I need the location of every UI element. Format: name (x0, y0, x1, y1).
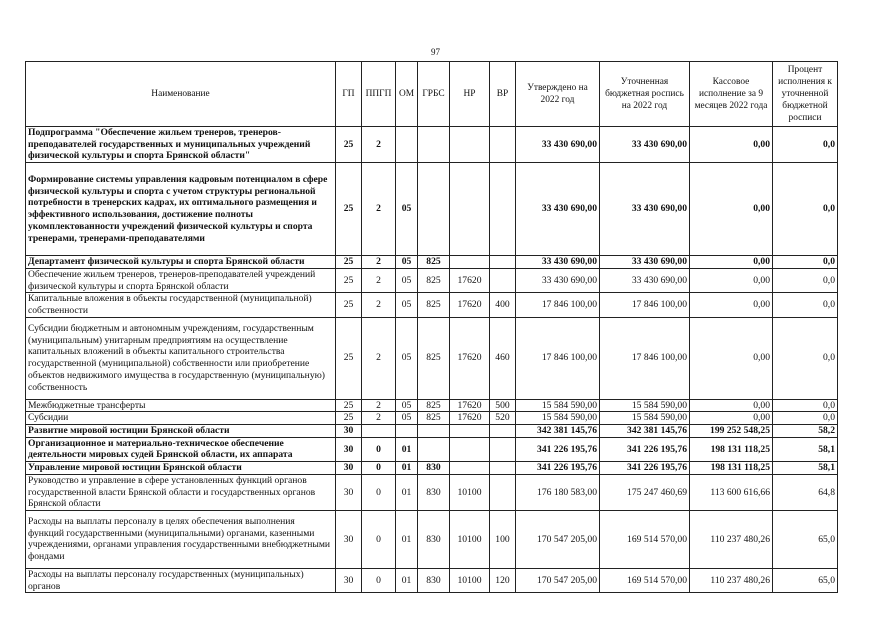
cell-percent: 0,0 (773, 293, 838, 317)
cell-grbs (418, 127, 450, 163)
cell-gp: 25 (336, 163, 362, 256)
cell-ppgp (362, 425, 396, 438)
cell-vr (490, 474, 516, 510)
cell-gp: 30 (336, 474, 362, 510)
cell-name: Управление мировой юстиции Брянской области (26, 462, 336, 475)
cell-om (396, 425, 418, 438)
cell-om: 05 (396, 268, 418, 292)
cell-np (450, 437, 490, 461)
cell-grbs: 825 (418, 317, 450, 399)
cell-cash: 0,00 (690, 268, 773, 292)
cell-cash: 0,00 (690, 256, 773, 269)
cell-grbs (418, 437, 450, 461)
cell-grbs: 825 (418, 293, 450, 317)
cell-vr: 520 (490, 412, 516, 425)
table-row (26, 412, 838, 425)
cell-vr: 500 (490, 399, 516, 412)
cell-grbs (418, 425, 450, 438)
table-row (26, 568, 838, 592)
cell-vr: 120 (490, 568, 516, 592)
cell-cash: 199 252 548,25 (690, 425, 773, 438)
cell-np: 17620 (450, 412, 490, 425)
cell-approved: 33 430 690,00 (516, 127, 600, 163)
cell-gp: 25 (336, 293, 362, 317)
cell-approved: 33 430 690,00 (516, 163, 600, 256)
cell-vr (490, 256, 516, 269)
cell-approved: 170 547 205,00 (516, 568, 600, 592)
cell-cash: 0,00 (690, 293, 773, 317)
cell-refined: 17 846 100,00 (600, 293, 690, 317)
col-header-np: НР (450, 62, 490, 127)
cell-ppgp: 2 (362, 163, 396, 256)
cell-gp: 30 (336, 568, 362, 592)
cell-percent: 0,0 (773, 412, 838, 425)
cell-percent: 0,0 (773, 317, 838, 399)
cell-om: 01 (396, 437, 418, 461)
cell-np (450, 462, 490, 475)
cell-np (450, 127, 490, 163)
cell-om (396, 127, 418, 163)
cell-name: Расходы на выплаты персоналу в целях обеспечения выполнения функций государственными (муниципальными) органами, казенными учреждениями, органами управления государственными внебюджетными фондами (26, 510, 336, 568)
cell-name: Капитальные вложения в объекты государственной (муниципальной) собственности (26, 293, 336, 317)
col-header-approved: Утверждено на 2022 год (516, 62, 600, 127)
cell-name: Обеспечение жильем тренеров, тренеров-преподавателей учреждений физической культуры и спорта Брянской области (26, 268, 336, 292)
cell-refined: 33 430 690,00 (600, 163, 690, 256)
cell-name: Формирование системы управления кадровым потенциалом в сфере физической культуры и спорта с учетом структуры региональной потребности в тренерских кадрах, их оптимального размещения и эффективного использования, достижение полноты укомплектованности учреждений физической культуры и спорта тренерами, тренерами-преподавателями (26, 163, 336, 256)
cell-ppgp: 2 (362, 127, 396, 163)
cell-gp: 25 (336, 399, 362, 412)
cell-ppgp: 2 (362, 256, 396, 269)
cell-cash: 110 237 480,26 (690, 568, 773, 592)
cell-name: Расходы на выплаты персоналу государственных (муниципальных) органов (26, 568, 336, 592)
cell-name: Межбюджетные трансферты (26, 399, 336, 412)
table-row (26, 510, 838, 568)
table-row (26, 293, 838, 317)
table-row (26, 127, 838, 163)
cell-om: 01 (396, 568, 418, 592)
cell-refined: 341 226 195,76 (600, 462, 690, 475)
cell-ppgp: 0 (362, 437, 396, 461)
cell-om: 01 (396, 462, 418, 475)
cell-gp: 25 (336, 412, 362, 425)
cell-grbs: 825 (418, 256, 450, 269)
cell-percent: 65,0 (773, 568, 838, 592)
cell-gp: 25 (336, 268, 362, 292)
cell-refined: 175 247 460,69 (600, 474, 690, 510)
table-row (26, 317, 838, 399)
col-header-om: ОМ (396, 62, 418, 127)
cell-vr (490, 127, 516, 163)
cell-approved: 342 381 145,76 (516, 425, 600, 438)
cell-vr (490, 268, 516, 292)
cell-gp: 25 (336, 256, 362, 269)
cell-om: 05 (396, 399, 418, 412)
cell-grbs: 830 (418, 462, 450, 475)
cell-om: 05 (396, 256, 418, 269)
cell-refined: 15 584 590,00 (600, 412, 690, 425)
cell-gp: 30 (336, 462, 362, 475)
cell-cash: 198 131 118,25 (690, 462, 773, 475)
cell-percent: 0,0 (773, 256, 838, 269)
cell-gp: 30 (336, 510, 362, 568)
cell-refined: 342 381 145,76 (600, 425, 690, 438)
cell-name: Субсидии бюджетным и автономным учреждениям, государственным (муниципальным) унитарным предприятиям на осуществление капитальных вложений в объекты капитального строительства государственной (муниципальной) собственности или приобретение объектов недвижимого имущества в государственную (муниципальную) собственность (26, 317, 336, 399)
cell-refined: 169 514 570,00 (600, 568, 690, 592)
cell-cash: 198 131 118,25 (690, 437, 773, 461)
col-header-refined: Уточненная бюджетная роспись на 2022 год (600, 62, 690, 127)
cell-name: Развитие мировой юстиции Брянской области (26, 425, 336, 438)
page-number: 97 (431, 47, 440, 57)
cell-ppgp: 0 (362, 462, 396, 475)
cell-cash: 110 237 480,26 (690, 510, 773, 568)
cell-refined: 33 430 690,00 (600, 127, 690, 163)
cell-np (450, 256, 490, 269)
cell-name: Подпрограмма "Обеспечение жильем тренеров, тренеров-преподавателей государственных и муниципальных учреждений физической культуры и спорта Брянской области" (26, 127, 336, 163)
table-row (26, 163, 838, 256)
cell-refined: 33 430 690,00 (600, 268, 690, 292)
col-header-cash: Кассовое исполнение за 9 месяцев 2022 года (690, 62, 773, 127)
cell-refined: 33 430 690,00 (600, 256, 690, 269)
cell-approved: 176 180 583,00 (516, 474, 600, 510)
cell-ppgp: 0 (362, 474, 396, 510)
cell-percent: 64,8 (773, 474, 838, 510)
cell-approved: 15 584 590,00 (516, 412, 600, 425)
cell-cash: 0,00 (690, 317, 773, 399)
cell-grbs: 825 (418, 412, 450, 425)
cell-cash: 113 600 616,66 (690, 474, 773, 510)
cell-name: Организационное и материально-техническое обеспечение деятельности мировых судей Брянской области, их аппарата (26, 437, 336, 461)
cell-vr: 460 (490, 317, 516, 399)
col-header-vr: ВР (490, 62, 516, 127)
cell-ppgp: 2 (362, 317, 396, 399)
cell-percent: 0,0 (773, 127, 838, 163)
cell-om: 05 (396, 163, 418, 256)
cell-gp: 30 (336, 437, 362, 461)
cell-approved: 170 547 205,00 (516, 510, 600, 568)
cell-percent: 0,0 (773, 399, 838, 412)
cell-approved: 17 846 100,00 (516, 293, 600, 317)
cell-grbs: 825 (418, 399, 450, 412)
table-row (26, 474, 838, 510)
cell-ppgp: 2 (362, 399, 396, 412)
cell-vr: 100 (490, 510, 516, 568)
cell-percent: 58,2 (773, 425, 838, 438)
table-row (26, 268, 838, 292)
cell-cash: 0,00 (690, 399, 773, 412)
cell-np: 10100 (450, 568, 490, 592)
cell-percent: 65,0 (773, 510, 838, 568)
cell-np: 17620 (450, 268, 490, 292)
cell-np: 17620 (450, 399, 490, 412)
cell-grbs: 830 (418, 510, 450, 568)
cell-ppgp: 2 (362, 293, 396, 317)
col-header-grbs: ГРБС (418, 62, 450, 127)
cell-refined: 15 584 590,00 (600, 399, 690, 412)
col-header-name: Наименование (26, 62, 336, 127)
cell-approved: 17 846 100,00 (516, 317, 600, 399)
cell-np (450, 163, 490, 256)
cell-refined: 169 514 570,00 (600, 510, 690, 568)
cell-om: 05 (396, 412, 418, 425)
cell-gp: 30 (336, 425, 362, 438)
table-row (26, 462, 838, 475)
cell-name: Субсидии (26, 412, 336, 425)
cell-np: 10100 (450, 510, 490, 568)
col-header-percent: Процент исполнения к уточненной бюджетной росписи (773, 62, 838, 127)
cell-ppgp: 0 (362, 568, 396, 592)
cell-np: 17620 (450, 317, 490, 399)
cell-gp: 25 (336, 127, 362, 163)
cell-approved: 341 226 195,76 (516, 462, 600, 475)
cell-np: 17620 (450, 293, 490, 317)
cell-refined: 17 846 100,00 (600, 317, 690, 399)
cell-om: 05 (396, 317, 418, 399)
cell-vr: 400 (490, 293, 516, 317)
table-row (26, 425, 838, 438)
cell-om: 01 (396, 474, 418, 510)
cell-name: Руководство и управление в сфере установленных функций органов государственной власти Брянской области и государственных органов Брянской области (26, 474, 336, 510)
table-row (26, 437, 838, 461)
cell-ppgp: 0 (362, 510, 396, 568)
cell-np: 10100 (450, 474, 490, 510)
cell-name: Департамент физической культуры и спорта Брянской области (26, 256, 336, 269)
cell-approved: 15 584 590,00 (516, 399, 600, 412)
budget-table (25, 61, 838, 593)
col-header-ppgp: ППГП (362, 62, 396, 127)
cell-cash: 0,00 (690, 163, 773, 256)
cell-grbs: 825 (418, 268, 450, 292)
cell-cash: 0,00 (690, 127, 773, 163)
cell-np (450, 425, 490, 438)
cell-percent: 58,1 (773, 437, 838, 461)
cell-approved: 33 430 690,00 (516, 256, 600, 269)
cell-grbs (418, 163, 450, 256)
cell-vr (490, 462, 516, 475)
table-row (26, 256, 838, 269)
cell-approved: 341 226 195,76 (516, 437, 600, 461)
cell-approved: 33 430 690,00 (516, 268, 600, 292)
cell-cash: 0,00 (690, 412, 773, 425)
table-row (26, 399, 838, 412)
header-row (26, 62, 838, 127)
cell-om: 05 (396, 293, 418, 317)
cell-om: 01 (396, 510, 418, 568)
cell-grbs: 830 (418, 474, 450, 510)
cell-percent: 58,1 (773, 462, 838, 475)
cell-refined: 341 226 195,76 (600, 437, 690, 461)
cell-vr (490, 425, 516, 438)
cell-ppgp: 2 (362, 268, 396, 292)
cell-vr (490, 163, 516, 256)
cell-vr (490, 437, 516, 461)
cell-percent: 0,0 (773, 268, 838, 292)
cell-gp: 25 (336, 317, 362, 399)
cell-grbs: 830 (418, 568, 450, 592)
cell-percent: 0,0 (773, 163, 838, 256)
cell-ppgp: 2 (362, 412, 396, 425)
col-header-gp: ГП (336, 62, 362, 127)
